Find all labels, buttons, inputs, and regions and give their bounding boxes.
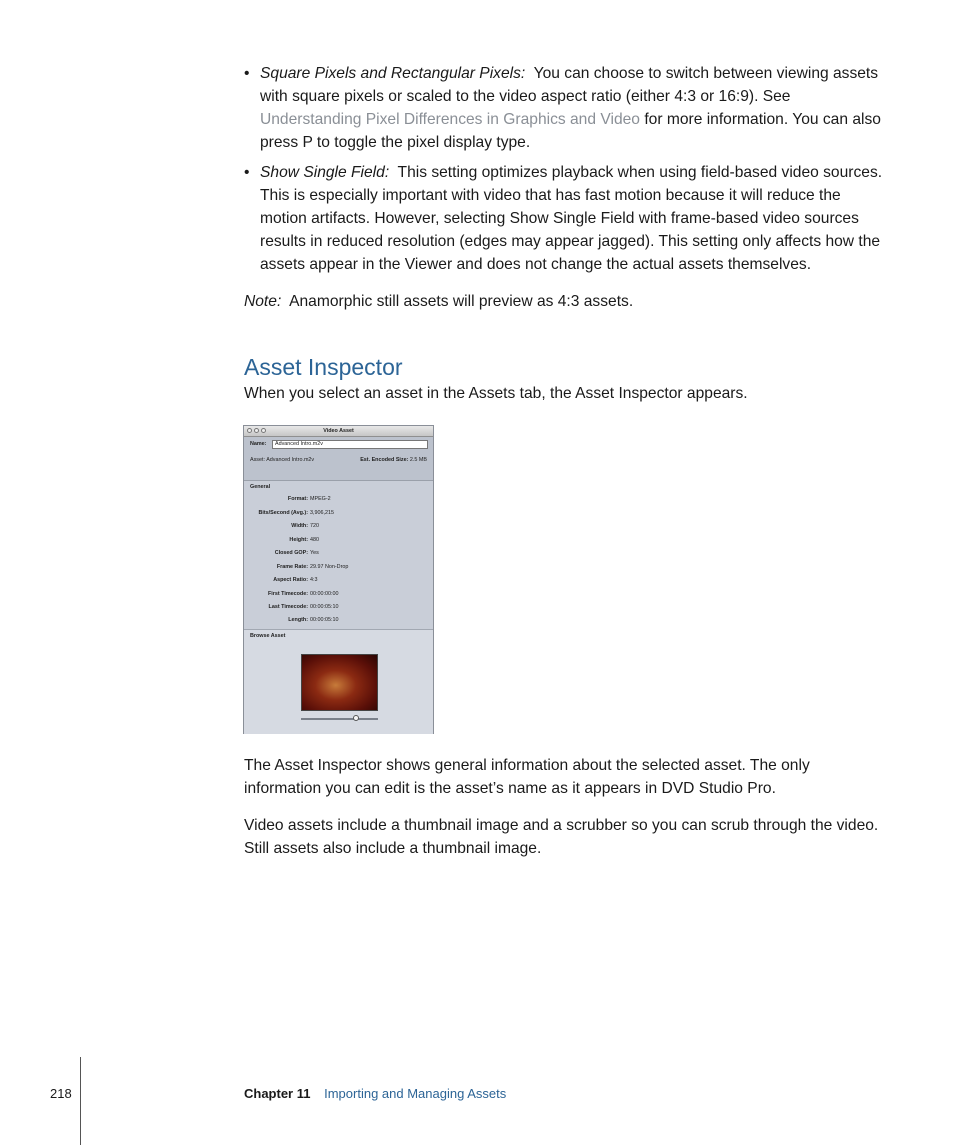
property-row: Closed GOP: Yes	[274, 550, 319, 556]
bullet-square-pixels	[244, 62, 884, 154]
scrubber-handle[interactable]	[353, 715, 359, 721]
footer-divider	[80, 1057, 81, 1145]
property-row: Width: 720	[291, 523, 319, 529]
inspector-header	[244, 437, 433, 481]
name-label: Name:	[250, 441, 267, 447]
encoded-size-row	[360, 457, 427, 463]
property-row: Bits/Second (Avg.): 3,906,215	[258, 510, 334, 516]
property-row: Length: 00:00:05:10	[288, 617, 339, 623]
bullet-term: Show Single Field:	[260, 164, 390, 181]
property-row: First Timecode: 00:00:00:00	[267, 591, 339, 597]
video-thumbnail	[301, 654, 378, 711]
property-row: Aspect Ratio: 4:3	[273, 577, 318, 583]
bullet-dot: •	[244, 164, 250, 181]
bullet-text-cont: for more information. You can also press P to toggle the pixel display type.	[260, 111, 881, 151]
window-title: Video Asset	[323, 428, 354, 434]
asset-inspector-screenshot	[243, 425, 434, 734]
browse-asset-title: Browse Asset	[250, 633, 286, 639]
note-label: Note:	[244, 293, 282, 310]
chapter-number: Chapter 11	[244, 1086, 311, 1101]
note	[244, 290, 884, 313]
section-intro: When you select an asset in the Assets tab, the Asset Inspector appears.	[244, 385, 748, 402]
browse-asset-panel	[244, 629, 433, 734]
property-row: Frame Rate: 29.97 Non-Drop	[276, 564, 349, 570]
paragraph: Video assets include a thumbnail image and a scrubber so you can scrub through the video. Still assets also include a thumbnail image.	[244, 817, 879, 857]
note-text: Anamorphic still assets will preview as 4:3 assets.	[289, 293, 634, 310]
bullet-text: You can choose to switch between viewing assets with square pixels or scaled to the video aspect ratio (either 4:3 or 16:9). See	[260, 65, 879, 105]
bullet-single-field	[244, 161, 884, 276]
chapter-title: Importing and Managing Assets	[324, 1086, 507, 1101]
paragraph: The Asset Inspector shows general information about the selected asset. The only information you can edit is the asset’s name as it appears in DVD Studio Pro.	[244, 757, 810, 797]
general-section-title: General	[250, 484, 271, 490]
encoded-size-value: 2.5 MB	[409, 457, 427, 463]
body-text	[244, 62, 884, 405]
property-row: Height: 480	[289, 537, 319, 543]
cross-reference-link[interactable]: Understanding Pixel Differences in Graphics and Video	[260, 111, 640, 128]
section-heading: Asset Inspector	[244, 354, 403, 380]
scrubber-track[interactable]	[301, 718, 378, 720]
encoded-size-label: Est. Encoded Size:	[360, 457, 409, 463]
property-row: Format: MPEG-2	[287, 496, 331, 502]
name-field[interactable]: Advanced Intro.m2v	[272, 440, 428, 449]
window-titlebar	[244, 426, 433, 437]
asset-label: Asset:	[250, 457, 265, 463]
lower-text	[244, 754, 884, 874]
bullet-term: Square Pixels and Rectangular Pixels:	[260, 65, 526, 82]
asset-value: Advanced Intro.m2v	[266, 457, 315, 463]
bullet-text: This setting optimizes playback when using field-based video sources. This is especially important with video that has fast motion because it will reduce the motion artifacts. However, selecting Show Single Field with frame-based video sources results in reduced resolution (edges may appear jagged). This setting only affects how the assets appear in the Viewer and does not change the actual assets themselves.	[260, 164, 883, 273]
asset-row	[250, 457, 314, 463]
bullet-dot: •	[244, 65, 250, 82]
page-number: 218	[50, 1086, 72, 1101]
property-row: Last Timecode: 00:00:05:10	[268, 604, 339, 610]
footer-chapter	[244, 1086, 506, 1101]
